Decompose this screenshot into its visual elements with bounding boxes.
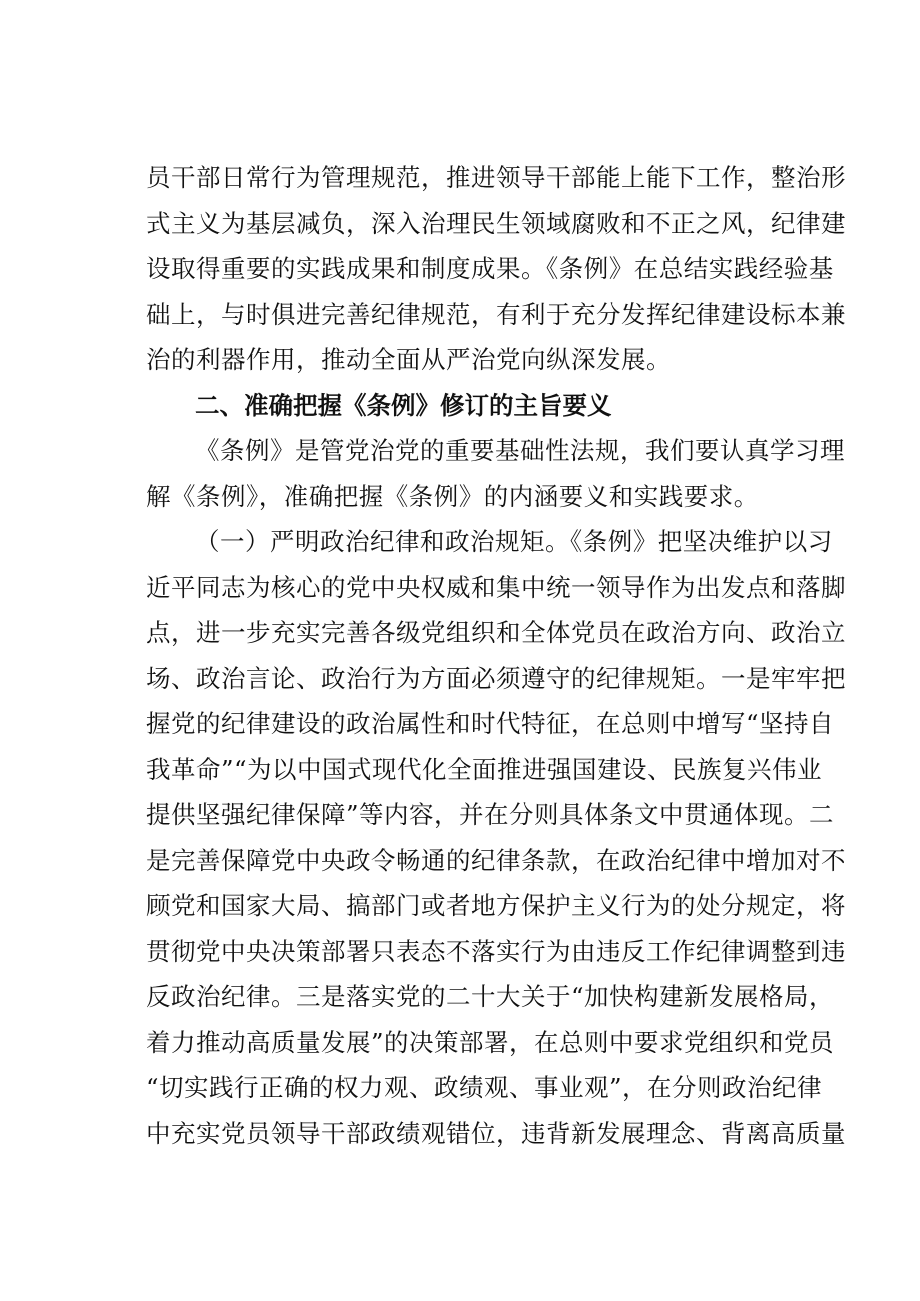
document-body	[146, 155, 846, 1156]
text-line: “切实践行正确的权力观、政绩观、事业观”，在分则政治纪律	[146, 1073, 823, 1102]
paragraph-political-discipline	[146, 519, 846, 1156]
text-line: 顾党和国家大局、搞部门或者地方保护主义行为的处分规定，将	[146, 891, 846, 920]
text-line: 是完善保障党中央政令畅通的纪律条款，在政治纪律中增加对不	[146, 845, 846, 875]
text-line: 近平同志为核心的党中央权威和集中统一领导作为出发点和落脚	[146, 572, 846, 602]
text-line: 式主义为基层减负，深入治理民生领域腐败和不正之风，纪律建	[146, 208, 846, 238]
text-line: 着力推动高质量发展”的决策部署，在总则中要求党组织和党员	[146, 1027, 835, 1057]
text-line: 础上，与时俱进完善纪律规范，有利于充分发挥纪律建设标本兼	[146, 299, 846, 329]
text-line: 治的利器作用，推动全面从严治党向纵深发展。	[146, 345, 671, 374]
text-line: 设取得重要的实践成果和制度成果。《条例》在总结实践经验基	[146, 254, 834, 283]
text-line: 场、政治言论、政治行为方面必须遵守的纪律规矩。一是牢牢把	[146, 663, 846, 693]
text-line: 员干部日常行为管理规范，推进领导干部能上能下工作，整治形	[146, 163, 846, 192]
text-line: 点，进一步充实完善各级党组织和全体党员在政治方向、政治立	[146, 618, 846, 647]
text-line: 中充实党员领导干部政绩观错位，违背新发展理念、背离高质量	[146, 1118, 846, 1148]
text-line: 握党的纪律建设的政治属性和时代特征，在总则中增写“坚持自	[146, 709, 835, 738]
text-line: 《条例》是管党治党的重要基础性法规，我们要认真学习理	[195, 436, 845, 465]
text-line: 提供坚强纪律保障”等内容，并在分则具体条文中贯通体现。二	[146, 800, 835, 829]
text-line: 解《条例》，准确把握《条例》的内涵要义和实践要求。	[146, 481, 759, 511]
text-line: （一）严明政治纪律和政治规矩。《条例》把坚决维护以习	[195, 527, 833, 556]
text-line: 贯彻党中央决策部署只表态不落实行为由违反工作纪律调整到违	[146, 936, 846, 966]
text-line: 我革命”“为以中国式现代化全面推进强国建设、民族复兴伟业	[146, 754, 823, 784]
paragraph-overview	[146, 428, 845, 519]
text-line: 反政治纪律。三是落实党的二十大关于“加快构建新发展格局，	[146, 982, 835, 1011]
paragraph-intro	[146, 155, 846, 383]
section-heading: 二、准确把握《条例》修订的主旨要义	[195, 390, 612, 420]
